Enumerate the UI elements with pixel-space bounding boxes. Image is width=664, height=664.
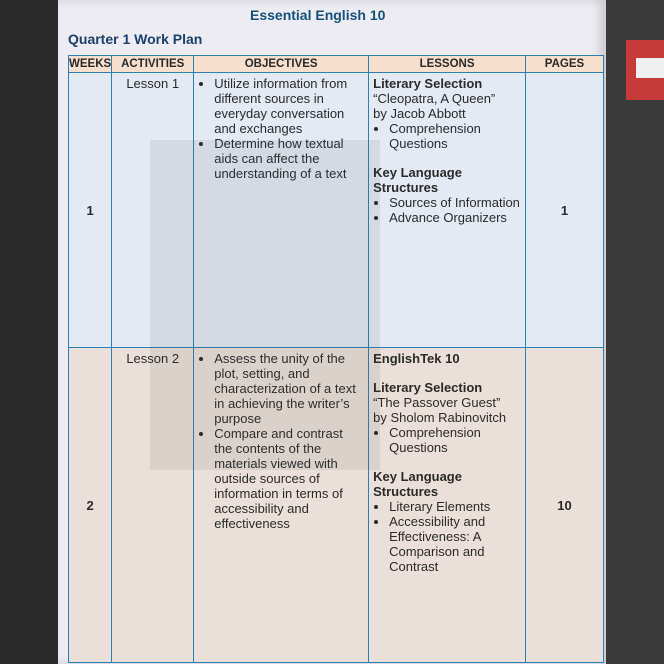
activity-cell: Lesson 2 bbox=[112, 348, 194, 663]
book-title: Essential English 10 bbox=[250, 7, 386, 23]
objectives-cell bbox=[194, 73, 369, 348]
table-header-row bbox=[69, 56, 604, 73]
table-row bbox=[69, 348, 604, 663]
structure-item: • Literary Elements bbox=[389, 499, 521, 514]
book-name: EnglishTek 10 bbox=[373, 351, 460, 366]
selection-item: • Comprehension Questions bbox=[389, 121, 521, 151]
objective-item: • Compare and contrast the contents of the materials viewed with outside sources of information in terms of accessibility and effectiveness bbox=[214, 426, 364, 531]
selection-author: by Jacob Abbott bbox=[373, 106, 466, 121]
header-pages: PAGES bbox=[525, 56, 603, 73]
flag-stripe bbox=[636, 58, 664, 78]
objectives-cell bbox=[194, 348, 369, 663]
activity-cell: Lesson 1 bbox=[112, 73, 194, 348]
work-plan-table bbox=[68, 55, 604, 663]
selection-item: • Comprehension Questions bbox=[389, 425, 521, 455]
week-cell: 1 bbox=[69, 73, 112, 348]
header-activities: ACTIVITIES bbox=[112, 56, 194, 73]
structure-item: • Accessibility and Effectiveness: A Comparison and Contrast bbox=[389, 514, 521, 574]
section-title: Quarter 1 Work Plan bbox=[68, 31, 203, 47]
selection-title: “Cleopatra, A Queen” bbox=[373, 91, 496, 106]
header-lessons: LESSONS bbox=[369, 56, 526, 73]
objective-item: • Utilize information from different sources in everyday conversation and exchanges bbox=[214, 76, 364, 136]
selection-heading: Literary Selection bbox=[373, 380, 483, 395]
objective-item: • Assess the unity of the plot, setting, and characterization of a text in achieving the writer’s purpose bbox=[214, 351, 364, 426]
table-row bbox=[69, 73, 604, 348]
week-cell: 2 bbox=[69, 348, 112, 663]
objective-item: • Determine how textual aids can affect the understanding of a text bbox=[214, 136, 364, 181]
lessons-cell bbox=[369, 73, 526, 348]
structures-heading: Key Language Structures bbox=[373, 469, 462, 499]
lessons-cell bbox=[369, 348, 526, 663]
pages-cell: 10 bbox=[525, 348, 603, 663]
header-weeks: WEEKS bbox=[69, 56, 112, 73]
selection-heading: Literary Selection bbox=[373, 76, 483, 91]
selection-author: by Sholom Rabinovitch bbox=[373, 410, 507, 425]
structure-item: • Advance Organizers bbox=[389, 210, 521, 225]
pages-cell: 1 bbox=[525, 73, 603, 348]
structure-item: • Sources of Information bbox=[389, 195, 521, 210]
header-objectives: OBJECTIVES bbox=[194, 56, 369, 73]
selection-title: “The Passover Guest” bbox=[373, 395, 501, 410]
structures-heading: Key Language Structures bbox=[373, 165, 462, 195]
